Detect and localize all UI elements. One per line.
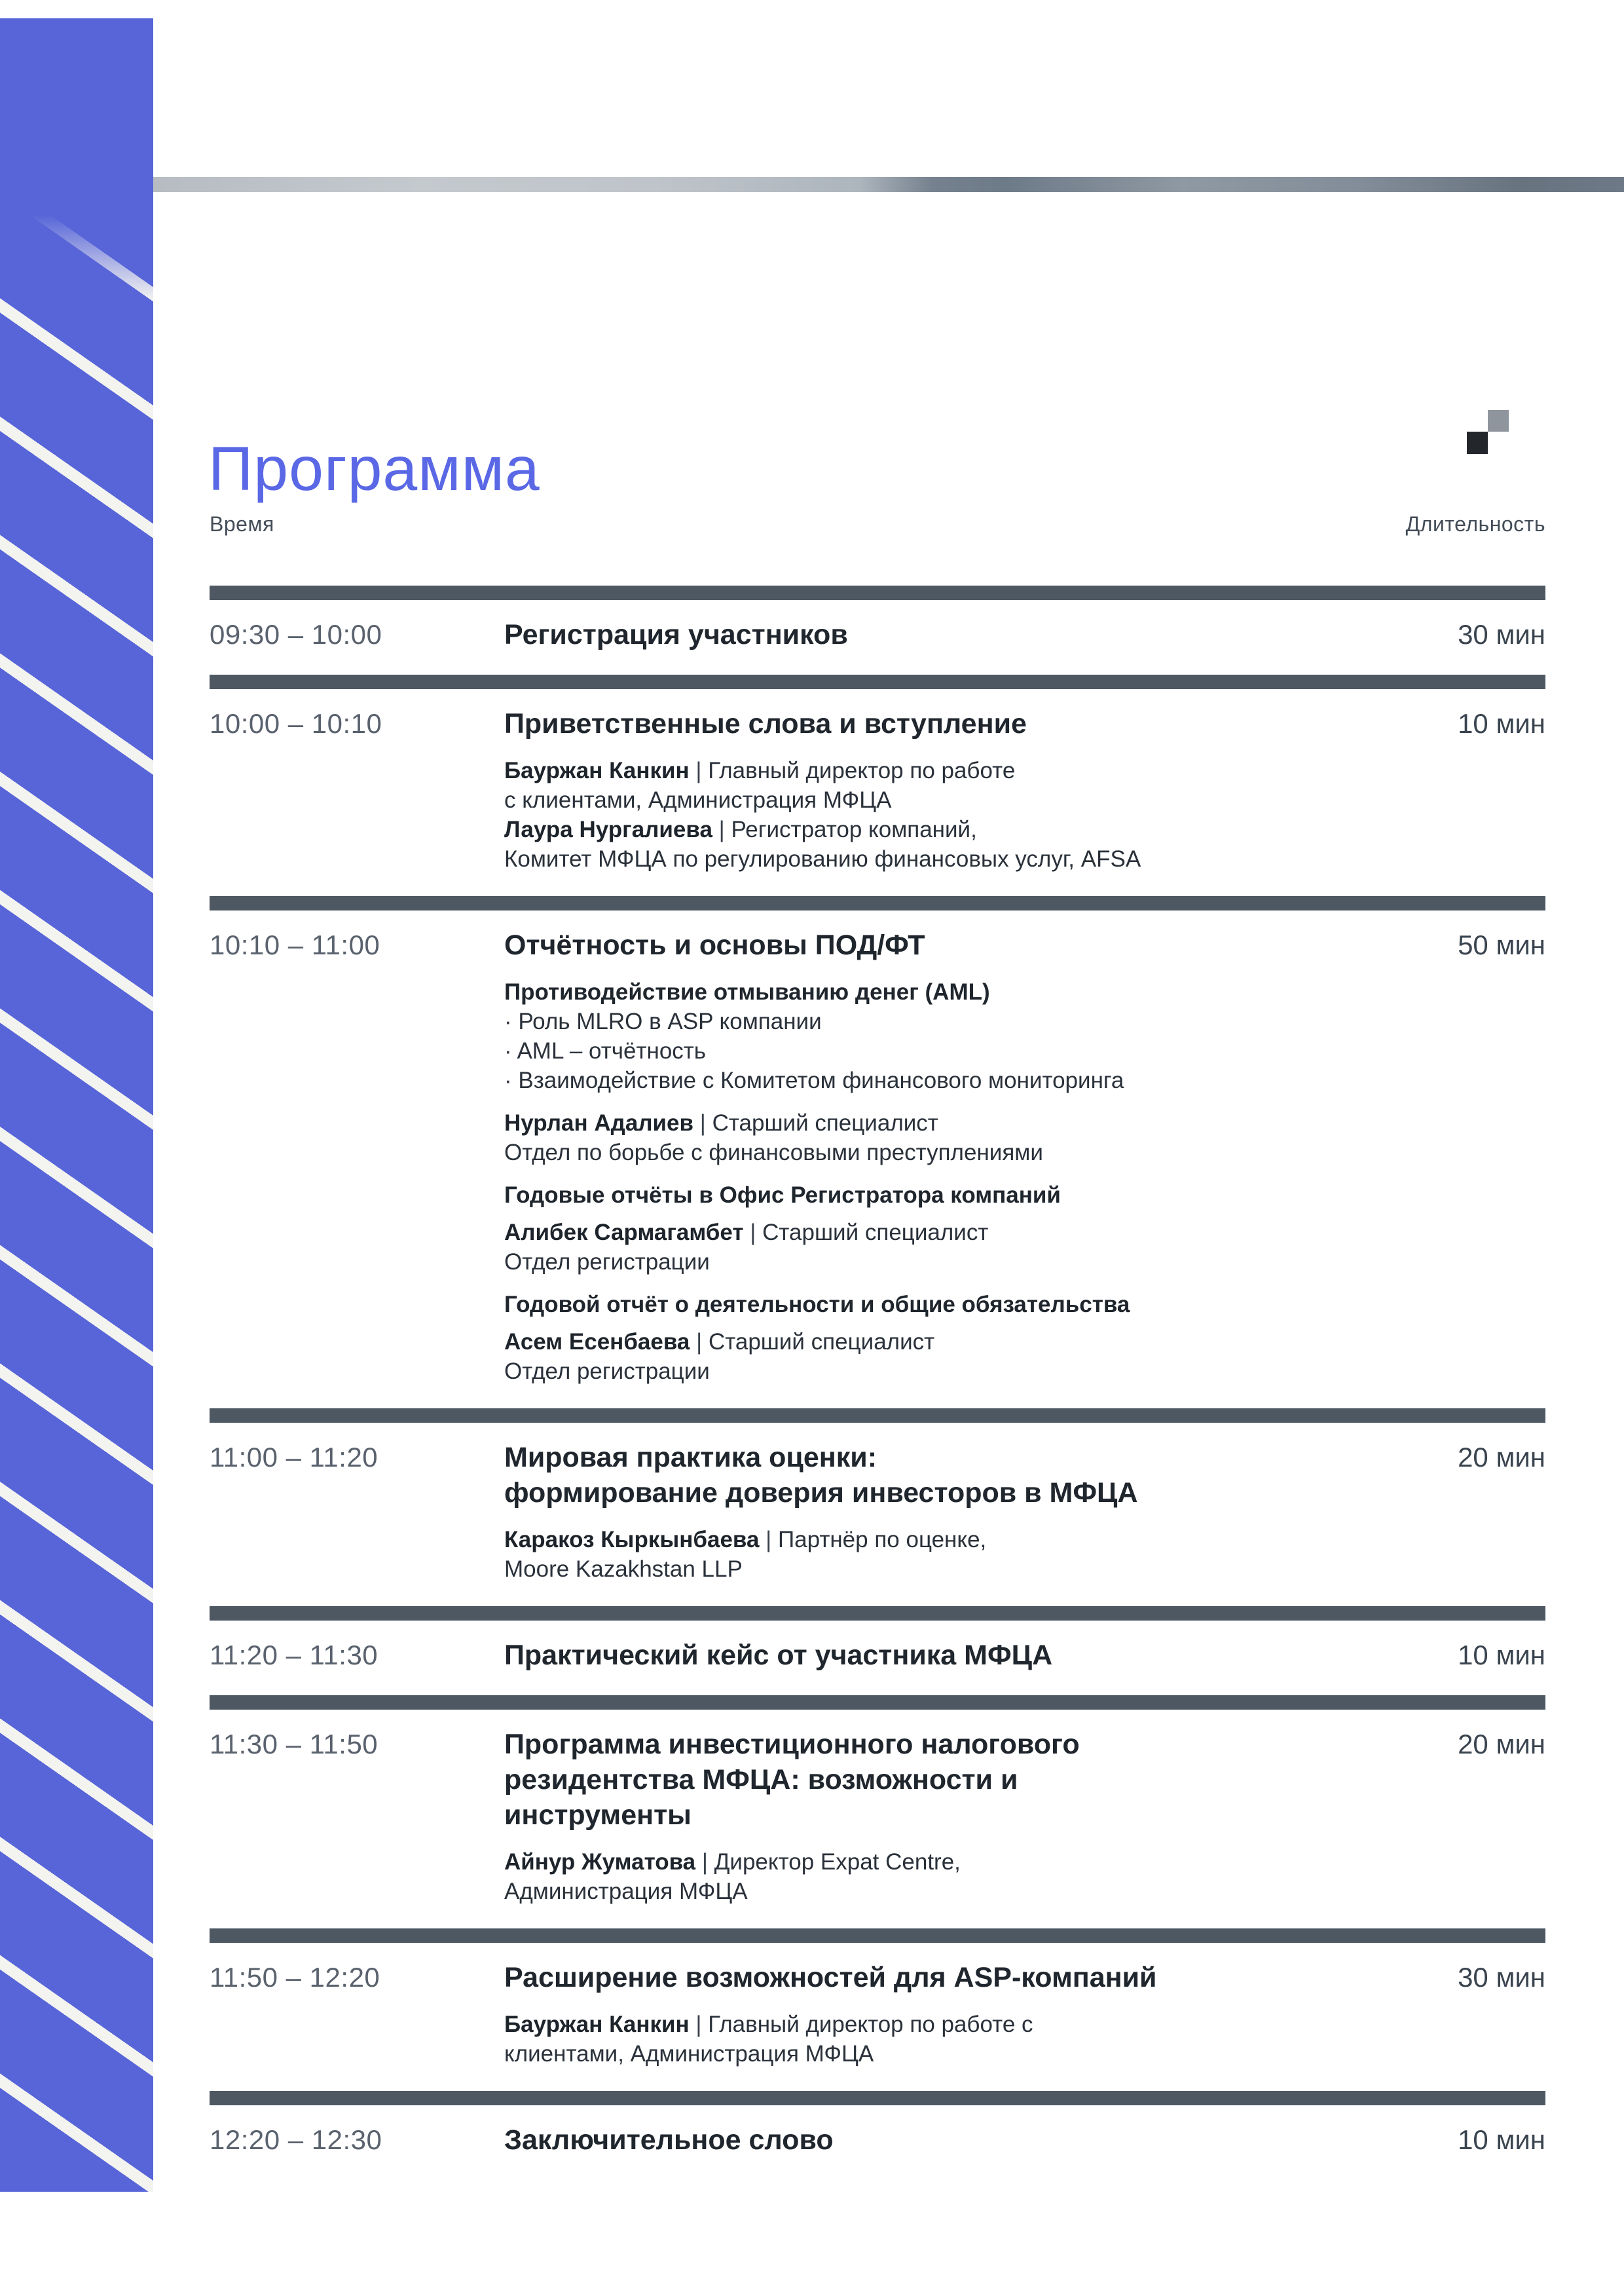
row-divider [210, 2091, 1545, 2105]
detail-line: Отдел по борьбе с финансовыми преступлениями [504, 1140, 1043, 1165]
speaker-name: Бауржан Канкин [504, 758, 690, 783]
session-time: 11:00 – 11:20 [210, 1442, 378, 1473]
speaker-role: Старший специалист [712, 1110, 938, 1136]
session-duration: 50 мин [1458, 929, 1545, 960]
session-title [504, 706, 1349, 741]
speaker-separator: | [712, 817, 731, 842]
detail-subtitle: Годовой отчёт о деятельности и общие обязательства [504, 1292, 1130, 1317]
gray-square-icon [1488, 410, 1509, 432]
session-title [504, 2122, 1349, 2158]
agenda-row [210, 689, 1545, 896]
dark-square-icon [1467, 432, 1488, 454]
session-title-line: резидентства МФЦА: возможности и [504, 1764, 1018, 1795]
session-duration: 30 мин [1458, 1962, 1545, 1993]
session-title-line: Программа инвестиционного налогового [504, 1729, 1080, 1760]
session-title-line: инструменты [504, 1799, 692, 1831]
session-time: 09:30 – 10:00 [210, 619, 382, 650]
row-divider [210, 1695, 1545, 1710]
session-time: 12:20 – 12:30 [210, 2124, 382, 2155]
session-details [504, 1847, 1349, 1906]
detail-line [504, 756, 1329, 785]
speaker-role: Партнёр по оценке, [778, 1527, 987, 1552]
session-title-line: формирование доверия инвесторов в МФЦА [504, 1477, 1138, 1509]
session-title-line: Расширение возможностей для ASP-компаний [504, 1962, 1157, 1993]
session-title [504, 617, 1349, 652]
session-title [504, 1440, 1349, 1511]
agenda-row [210, 1423, 1545, 1606]
gradient-photo-strip [153, 177, 1624, 192]
row-divider [210, 1408, 1545, 1423]
session-title-line: Регистрация участников [504, 619, 848, 650]
speaker-name: Нурлан Адалиев [504, 1110, 694, 1136]
session-duration: 30 мин [1458, 619, 1545, 650]
detail-line [504, 815, 1329, 844]
detail-line: Комитет МФЦА по регулированию финансовых услуг, AFSA [504, 846, 1141, 872]
agenda-row [210, 1621, 1545, 1695]
session-time: 11:30 – 11:50 [210, 1729, 378, 1759]
detail-line: Отдел регистрации [504, 1359, 710, 1384]
table-header [210, 512, 1545, 536]
detail-line: Moore Kazakhstan LLP [504, 1556, 743, 1582]
speaker-separator: | [690, 1329, 709, 1355]
session-title-line: Мировая практика оценки: [504, 1442, 877, 1473]
row-divider [210, 675, 1545, 689]
striped-blue-band [0, 18, 153, 2192]
speaker-name: Асем Есенбаева [504, 1329, 690, 1355]
detail-line [504, 1327, 1329, 1357]
detail-line: с клиентами, Администрация МФЦА [504, 787, 892, 813]
detail-subtitle: Противодействие отмыванию денег (AML) [504, 979, 990, 1005]
session-time: 10:10 – 11:00 [210, 929, 380, 960]
speaker-name: Айнур Жуматова [504, 1849, 696, 1875]
speaker-separator: | [695, 1849, 714, 1875]
detail-bullet: · Роль MLRO в ASP компании [504, 1009, 822, 1034]
speaker-name: Алибек Сармагамбет [504, 1220, 744, 1245]
speaker-role: Старший специалист [708, 1329, 935, 1355]
session-title [504, 1960, 1349, 1995]
detail-line [504, 1525, 1329, 1554]
row-divider [210, 1606, 1545, 1621]
detail-bullet: · AML – отчётность [504, 1038, 707, 1064]
detail-line [504, 1108, 1329, 1138]
speaker-role: Директор Expat Centre, [714, 1849, 961, 1875]
row-divider [210, 1928, 1545, 1943]
speaker-separator: | [689, 758, 709, 783]
session-title [504, 928, 1349, 963]
session-title-line: Приветственные слова и вступление [504, 708, 1027, 740]
session-details [504, 977, 1349, 1386]
detail-line: клиентами, Администрация МФЦА [504, 2041, 874, 2067]
speaker-role: Главный директор по работе с [708, 2012, 1033, 2037]
speaker-separator: | [743, 1220, 763, 1245]
session-title [504, 1727, 1349, 1833]
speaker-role: Старший специалист [762, 1220, 989, 1245]
detail-line: Отдел регистрации [504, 1249, 710, 1275]
session-details [504, 2010, 1349, 2069]
detail-gap [504, 1095, 1329, 1108]
session-title-line: Отчётность и основы ПОД/ФТ [504, 929, 925, 961]
speaker-role: Главный директор по работе [708, 758, 1016, 783]
session-duration: 10 мин [1458, 2124, 1545, 2155]
agenda-table [210, 586, 1545, 2180]
detail-gap [504, 1210, 1329, 1218]
session-title-line: Заключительное слово [504, 2124, 834, 2156]
agenda-row [210, 910, 1545, 1408]
column-header-duration: Длительность [1405, 512, 1545, 536]
session-duration: 10 мин [1458, 1640, 1545, 1670]
detail-subtitle: Годовые отчёты в Офис Регистратора компаний [504, 1182, 1061, 1208]
speaker-name: Каракоз Кыркынбаева [504, 1527, 760, 1552]
session-time: 11:50 – 12:20 [210, 1962, 380, 1993]
agenda-row [210, 1710, 1545, 1928]
detail-gap [504, 1167, 1329, 1180]
session-duration: 20 мин [1458, 1442, 1545, 1473]
detail-line: Администрация МФЦА [504, 1879, 748, 1904]
speaker-role: Регистратор компаний, [731, 817, 977, 842]
speaker-separator: | [689, 2012, 709, 2037]
session-details [504, 1525, 1349, 1584]
speaker-name: Лаура Нургалиева [504, 817, 712, 842]
session-duration: 10 мин [1458, 708, 1545, 739]
agenda-row [210, 2105, 1545, 2180]
session-title [504, 1638, 1349, 1673]
agenda-row [210, 1943, 1545, 2091]
agenda-row [210, 600, 1545, 675]
session-duration: 20 мин [1458, 1729, 1545, 1759]
session-time: 10:00 – 10:10 [210, 708, 382, 739]
detail-gap [504, 1277, 1329, 1290]
page-title: Программа [208, 434, 540, 504]
row-divider [210, 896, 1545, 910]
speaker-name: Бауржан Канкин [504, 2012, 690, 2037]
detail-line [504, 1218, 1329, 1247]
column-header-time: Время [210, 512, 274, 536]
detail-line [504, 2010, 1329, 2039]
speaker-separator: | [693, 1110, 712, 1136]
speaker-separator: | [759, 1527, 778, 1552]
overlapping-squares-icon [1467, 410, 1509, 454]
session-time: 11:20 – 11:30 [210, 1640, 378, 1670]
detail-bullet: · Взаимодействие с Комитетом финансового мониторинга [504, 1068, 1124, 1093]
session-details [504, 756, 1349, 874]
session-title-line: Практический кейс от участника МФЦА [504, 1640, 1053, 1671]
detail-gap [504, 1319, 1329, 1327]
row-divider [210, 586, 1545, 600]
detail-line [504, 1847, 1329, 1877]
